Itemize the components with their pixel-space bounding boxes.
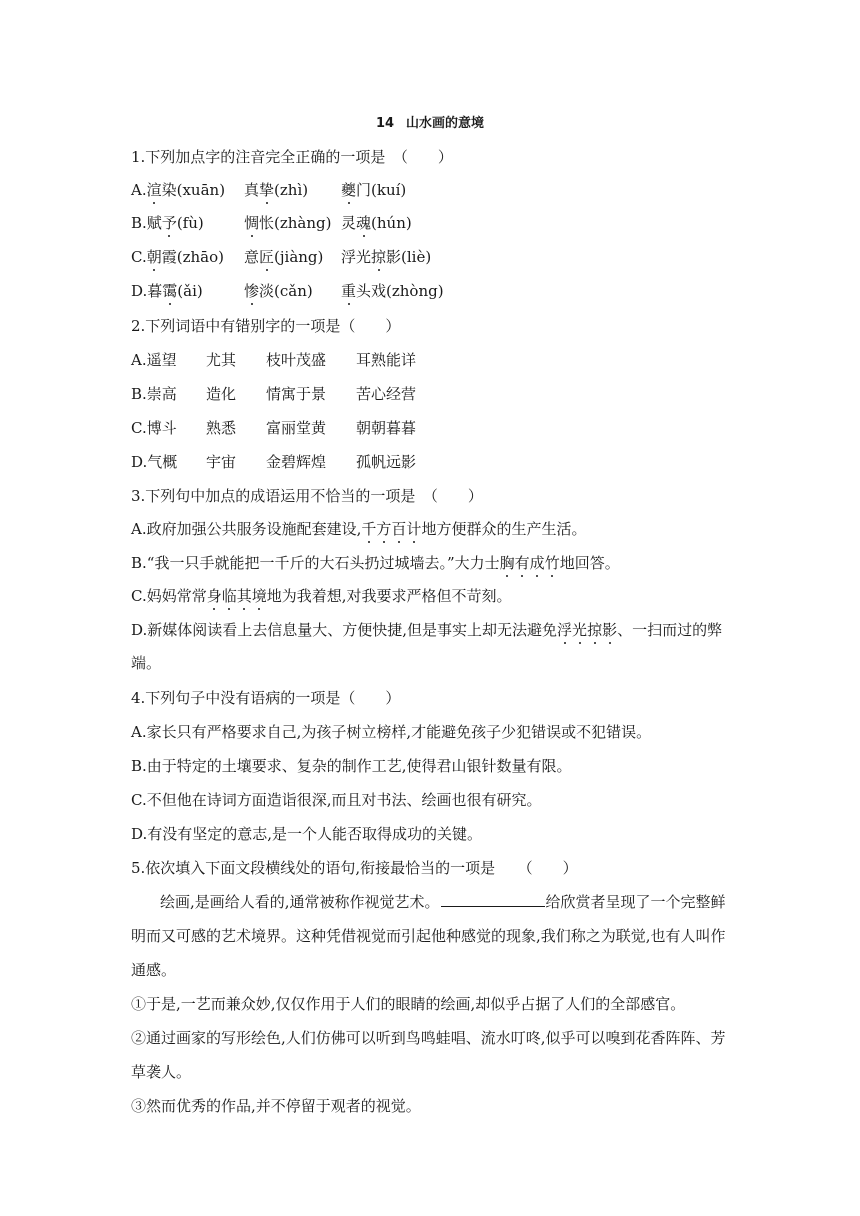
- q1-stem: 1.下列加点字的注音完全正确的一项是 （ ）: [131, 148, 453, 166]
- q3-option-b: B.“我一只手就能把一千斤的大石头扔过城墙去。”大力士胸有成竹地回答。: [131, 554, 620, 572]
- q4-option-d: D.有没有坚定的意志,是一个人能否取得成功的关键。: [131, 825, 483, 843]
- q5-paragraph-line2: 明而又可感的艺术境界。这种凭借视觉而引起他种感觉的现象,我们称之为联觉,也有人叫作: [131, 927, 726, 945]
- dotted-idiom: 身临其境: [206, 587, 267, 605]
- dotted-idiom: 浮光掠影: [557, 621, 618, 639]
- q5-stem: 5.依次填入下面文段横线处的语句,衔接最恰当的一项是 （ ）: [131, 859, 578, 877]
- lesson-title: [0, 112, 860, 131]
- fill-in-blank: [441, 892, 545, 907]
- lesson-number: 14: [375, 116, 395, 131]
- q5-sentence-2: ②通过画家的写形绘色,人们仿佛可以听到鸟鸣蛙唱、流水叮咚,似乎可以嗅到花香阵阵、芳: [131, 1029, 726, 1047]
- lesson-name: 山水画的意境: [406, 116, 485, 131]
- q1-option-a: A.渲染(xuān) 真挚(zhì) 夔门(kuí): [131, 181, 407, 199]
- q3-option-d: D.新媒体阅读看上去信息量大、方便快捷,但是事实上却无法避免浮光掠影、一扫而过的弊: [131, 621, 723, 639]
- q3-option-d-cont: 端。: [131, 654, 162, 672]
- q3-option-c: C.妈妈常常身临其境地为我着想,对我要求严格但不苛刻。: [131, 587, 512, 605]
- q2-stem: 2.下列词语中有错别字的一项是（ ）: [131, 317, 401, 335]
- q2-option-a: A.遥望 尤其 枝叶茂盛 耳熟能详: [131, 351, 417, 369]
- q2-option-c: C.博斗 熟悉 富丽堂黄 朝朝暮暮: [131, 419, 417, 437]
- q4-option-a: A.家长只有严格要求自己,为孩子树立榜样,才能避免孩子少犯错误或不犯错误。: [131, 723, 652, 741]
- dotted-idiom: 千方百计: [361, 520, 422, 538]
- q4-option-b: B.由于特定的土壤要求、复杂的制作工艺,使得君山银针数量有限。: [131, 757, 572, 775]
- q5-paragraph-line1: 绘画,是画给人看的,通常被称作视觉艺术。 给欣赏者呈现了一个完整鲜: [160, 893, 726, 911]
- q1-option-d: D.暮霭(ǎi) 惨淡(cǎn) 重头戏(zhòng): [131, 282, 444, 300]
- q5-sentence-3: ③然而优秀的作品,并不停留于观者的视觉。: [131, 1097, 421, 1115]
- q3-stem: 3.下列句中加点的成语运用不恰当的一项是 （ ）: [131, 487, 483, 505]
- q4-stem: 4.下列句子中没有语病的一项是（ ）: [131, 689, 401, 707]
- q3-option-a: A.政府加强公共服务设施配套建设,千方百计地方便群众的生产生活。: [131, 520, 587, 538]
- q4-option-c: C.不但他在诗词方面造诣很深,而且对书法、绘画也很有研究。: [131, 791, 542, 809]
- q2-option-d: D.气概 宇宙 金碧辉煌 孤帆远影: [131, 453, 417, 471]
- q2-option-b: B.崇高 造化 情寓于景 苦心经营: [131, 385, 417, 403]
- q1-option-b: B.赋予(fù) 惆怅(zhàng) 灵魂(hún): [131, 214, 412, 232]
- q5-sentence-1: ①于是,一艺而兼众妙,仅仅作用于人们的眼睛的绘画,却似乎占据了人们的全部感官。: [131, 995, 686, 1013]
- q5-paragraph-line3: 通感。: [131, 961, 177, 979]
- q1-option-c: C.朝霞(zhāo) 意匠(jiàng) 浮光掠影(liè): [131, 248, 432, 266]
- dotted-idiom: 胸有成竹: [499, 554, 560, 572]
- q5-sentence-2-cont: 草袭人。: [131, 1063, 192, 1081]
